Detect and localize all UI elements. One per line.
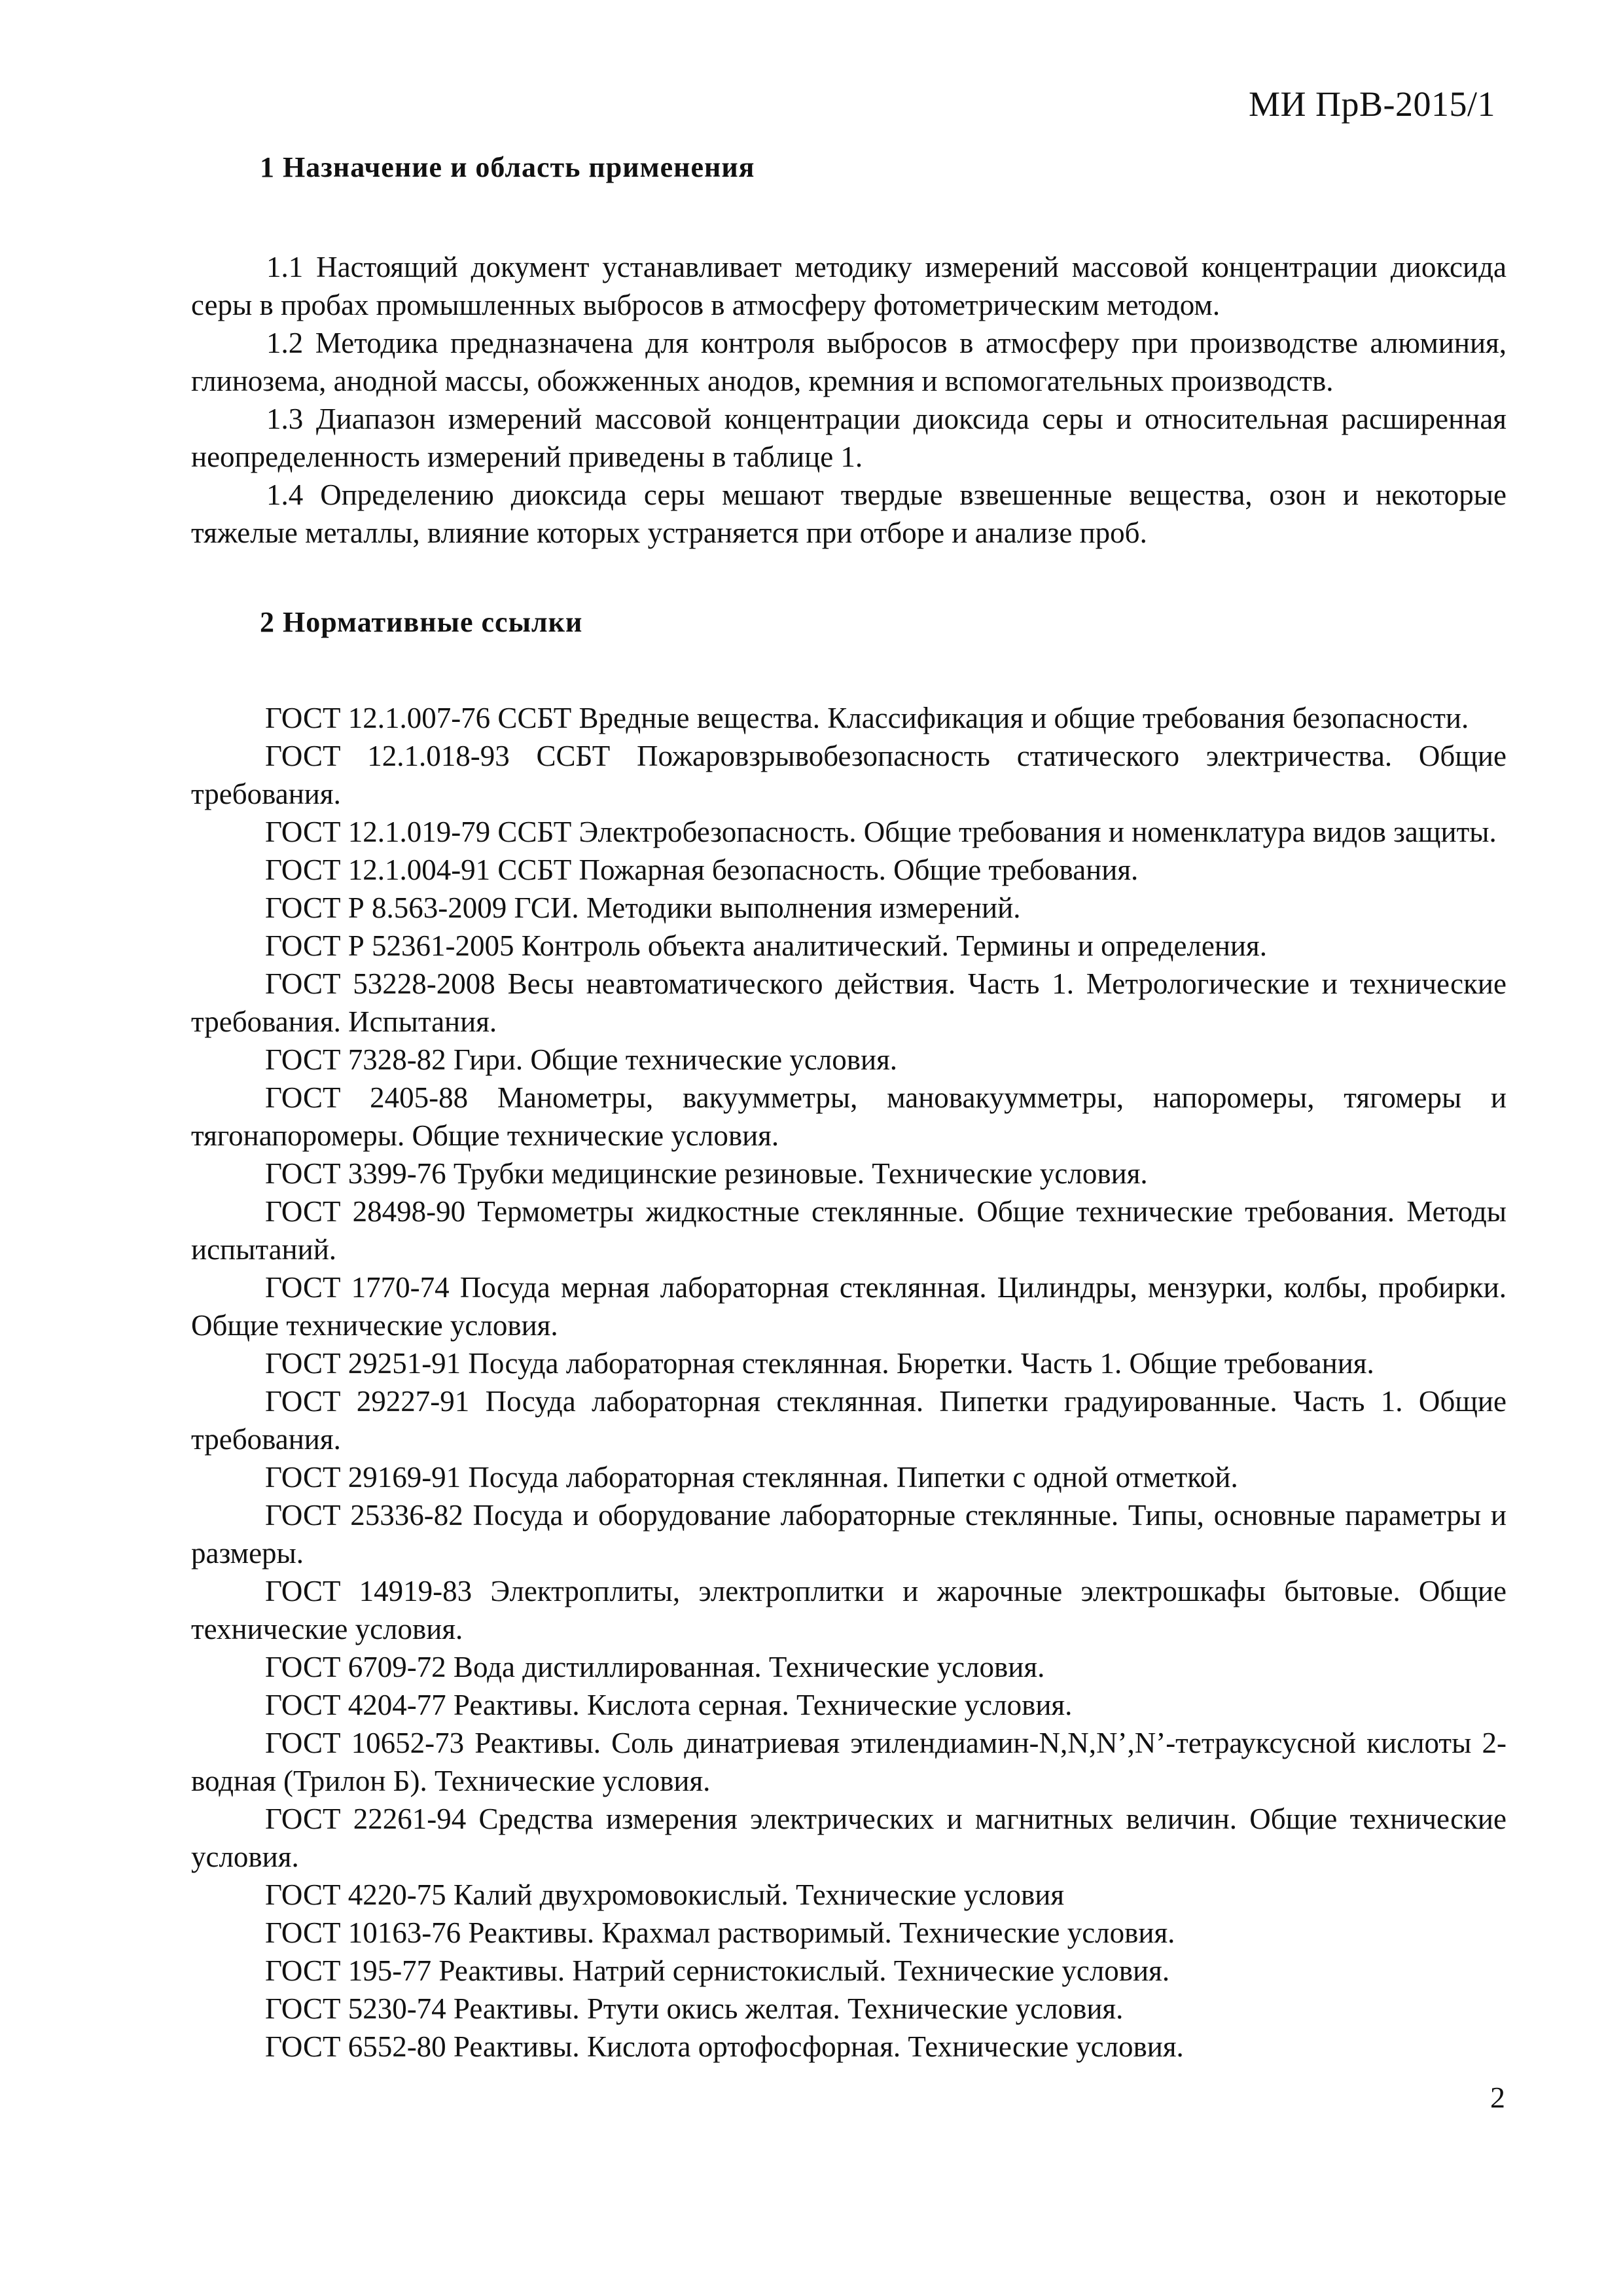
section-purpose — [191, 151, 1507, 552]
paragraph: 1.2 Методика предназначена для контроля выбросов в атмосферу при производстве алюминия, глинозема, анодной массы, обожженных анодов, кремния и вспомогательных производств. — [191, 327, 1507, 397]
reference-item: ГОСТ 6552-80 Реактивы. Кислота ортофосфорная. Технические условия. — [265, 2030, 1184, 2063]
reference-item: ГОСТ 25336-82 Посуда и оборудование лабораторные стеклянные. Типы, основные параметры и размеры. — [191, 1499, 1507, 1570]
section-normative-references — [191, 605, 1507, 2066]
reference-item: ГОСТ 12.1.004-91 ССБТ Пожарная безопасность. Общие требования. — [265, 853, 1139, 886]
section-title: 2 Нормативные ссылки — [260, 606, 583, 638]
reference-item: ГОСТ 1770-74 Посуда мерная лабораторная стеклянная. Цилиндры, мензурки, колбы, пробирки. Общие технические условия. — [191, 1271, 1507, 1342]
reference-item: ГОСТ 3399-76 Трубки медицинские резиновые. Технические условия. — [265, 1157, 1148, 1190]
paragraph: 1.4 Определению диоксида серы мешают твердые взвешенные вещества, озон и некоторые тяжелые металлы, влияние которых устраняется при отборе и анализе проб. — [191, 478, 1507, 549]
reference-item: ГОСТ 4220-75 Калий двухромовокислый. Технические условия — [265, 1878, 1065, 1911]
reference-item: ГОСТ 22261-94 Средства измерения электрических и магнитных величин. Общие технические условия. — [191, 1803, 1507, 1873]
paragraph: 1.3 Диапазон измерений массовой концентрации диоксида серы и относительная расширенная неопределенность измерений приведены в таблице 1. — [191, 403, 1507, 473]
reference-item: ГОСТ 53228-2008 Весы неавтоматического действия. Часть 1. Метрологические и технические требования. Испытания. — [191, 967, 1507, 1038]
document-code: МИ ПрВ-2015/1 — [1248, 84, 1495, 124]
paragraph: 1.1 Настоящий документ устанавливает методику измерений массовой концентрации диоксида серы в пробах промышленных выбросов в атмосферу фотометрическим методом. — [191, 251, 1507, 321]
reference-item: ГОСТ 10652-73 Реактивы. Соль динатриевая этилендиамин-N,N,N’,N’-тетрауксусной кислоты 2-водная (Трилон Б). Технические условия. — [191, 1727, 1507, 1797]
reference-item: ГОСТ Р 8.563-2009 ГСИ. Методики выполнения измерений. — [265, 891, 1021, 924]
reference-item: ГОСТ 14919-83 Электроплиты, электроплитки и жарочные электрошкафы бытовые. Общие технические условия. — [191, 1575, 1507, 1645]
reference-item: ГОСТ 7328-82 Гири. Общие технические условия. — [265, 1043, 898, 1076]
reference-item: ГОСТ 29169-91 Посуда лабораторная стеклянная. Пипетки с одной отметкой. — [265, 1461, 1238, 1494]
reference-item: ГОСТ 6709-72 Вода дистиллированная. Технические условия. — [265, 1651, 1045, 1683]
reference-item: ГОСТ 12.1.019-79 ССБТ Электробезопасность. Общие требования и номенклатура видов защиты. — [265, 816, 1497, 848]
reference-item: ГОСТ 2405-88 Манометры, вакуумметры, мановакуумметры, напоромеры, тягомеры и тягонапоромеры. Общие технические условия. — [191, 1081, 1507, 1152]
reference-item: ГОСТ Р 52361-2005 Контроль объекта аналитический. Термины и определения. — [265, 929, 1267, 962]
reference-item: ГОСТ 10163-76 Реактивы. Крахмал растворимый. Технические условия. — [265, 1916, 1175, 1949]
reference-item: ГОСТ 5230-74 Реактивы. Ртути окись желтая. Технические условия. — [265, 1992, 1124, 2025]
section-title: 1 Назначение и область применения — [260, 151, 755, 183]
reference-item: ГОСТ 28498-90 Термометры жидкостные стеклянные. Общие технические требования. Методы испытаний. — [191, 1195, 1507, 1266]
reference-item: ГОСТ 4204-77 Реактивы. Кислота серная. Технические условия. — [265, 1689, 1073, 1721]
reference-item: ГОСТ 29251-91 Посуда лабораторная стеклянная. Бюретки. Часть 1. Общие требования. — [265, 1347, 1374, 1380]
reference-item: ГОСТ 195-77 Реактивы. Натрий сернистокислый. Технические условия. — [265, 1954, 1170, 1987]
reference-item: ГОСТ 12.1.018-93 ССБТ Пожаровзрывобезопасность статического электричества. Общие требования. — [191, 740, 1507, 810]
reference-item: ГОСТ 29227-91 Посуда лабораторная стеклянная. Пипетки градуированные. Часть 1. Общие требования. — [191, 1385, 1507, 1456]
page-number: 2 — [1490, 2081, 1505, 2114]
reference-item: ГОСТ 12.1.007-76 ССБТ Вредные вещества. Классификация и общие требования безопасности. — [265, 702, 1469, 734]
